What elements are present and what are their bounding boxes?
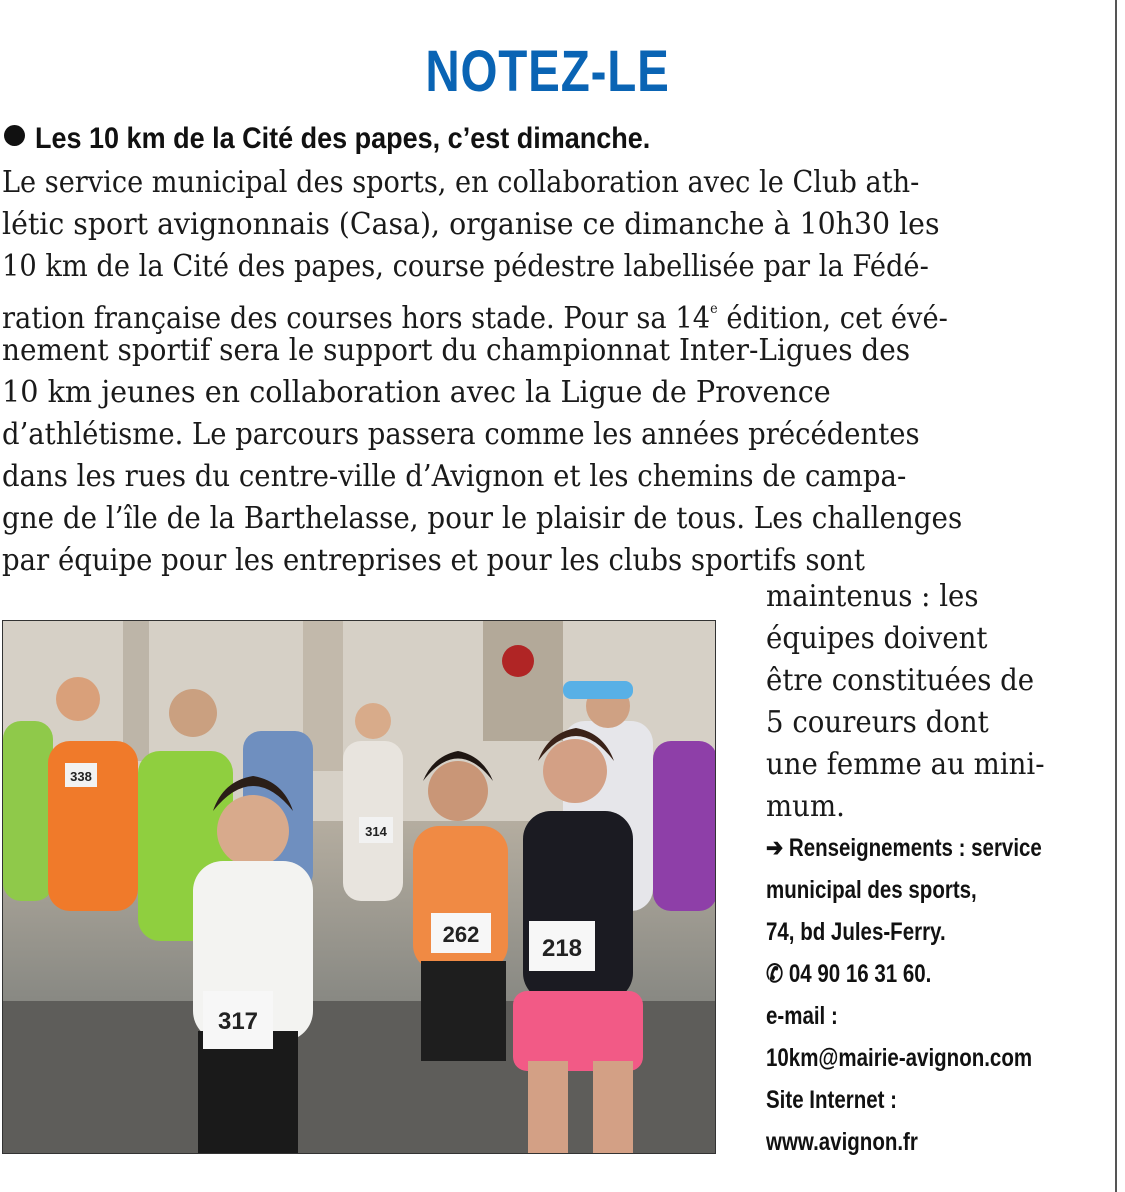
edition-superscript: e [710, 301, 718, 317]
side-text-line: équipes doivent [766, 621, 988, 656]
building-pillar [483, 621, 563, 741]
bullet-icon [4, 125, 25, 146]
road-sign [502, 645, 534, 677]
runners-illustration [3, 621, 716, 1154]
email-link[interactable]: 10km@mairie-avignon.com [766, 1044, 1033, 1072]
body-line: d’athlétisme. Le parcours passera comme les années précédentes [2, 417, 920, 452]
body-text: édition, cet évé- [717, 301, 948, 336]
body-line: Le service municipal des sports, en collaboration avec le Club ath- [2, 165, 920, 200]
info-line: municipal des sports, [766, 876, 977, 904]
side-text-line: être constituées de [766, 663, 1035, 698]
body-line: létic sport avignonnais (Casa), organise ce dimanche à 10h30 les [2, 207, 940, 242]
body-line: dans les rues du centre-ville d’Avignon et les chemins de campa- [2, 459, 907, 494]
phone-icon: ✆ [766, 960, 784, 988]
body-line: 10 km de la Cité des papes, course pédestre labellisée par la Fédé- [2, 249, 929, 284]
website-link[interactable]: www.avignon.fr [766, 1128, 918, 1156]
section-heading: NOTEZ-LE [425, 39, 670, 104]
side-text-line: une femme au mini- [766, 747, 1045, 782]
bib-number: 218 [541, 935, 583, 962]
body-line [2, 288, 1008, 336]
lead-text: Les 10 km de la Cité des papes, c’est dimanche. [35, 122, 651, 155]
bib-number: 314 [365, 824, 387, 839]
side-text-line: maintenus : les [766, 579, 979, 614]
body-text: ration française des courses hors stade. Pour sa 14 [2, 301, 711, 336]
building-pillar [123, 621, 149, 761]
runners-photo [2, 620, 716, 1154]
info-line: Site Internet : [766, 1086, 897, 1114]
body-line: par équipe pour les entreprises et pour les clubs sportifs sont [2, 543, 865, 578]
info-line: e-mail : [766, 1002, 838, 1030]
arrow-right-icon: ➔ [766, 834, 789, 862]
bib-number: 338 [70, 769, 92, 784]
side-text-line: mum. [766, 789, 845, 824]
side-text-line: 5 coureurs dont [766, 705, 989, 740]
column-rule [1115, 0, 1117, 1192]
body-line: 10 km jeunes en collaboration avec la Ligue de Provence [2, 375, 831, 410]
info-text: Renseignements : service [788, 834, 1042, 862]
bib-number: 262 [442, 922, 480, 947]
phone-number: 04 90 16 31 60. [788, 960, 932, 988]
info-line: 74, bd Jules-Ferry. [766, 918, 946, 946]
bib-number: 317 [217, 1008, 259, 1035]
body-line: gne de l’île de la Barthelasse, pour le plaisir de tous. Les challenges [2, 501, 963, 536]
lead-headline [4, 122, 1104, 156]
info-line [766, 830, 1045, 866]
info-line [766, 956, 1045, 992]
body-line: nement sportif sera le support du championnat Inter-Ligues des [2, 333, 911, 368]
